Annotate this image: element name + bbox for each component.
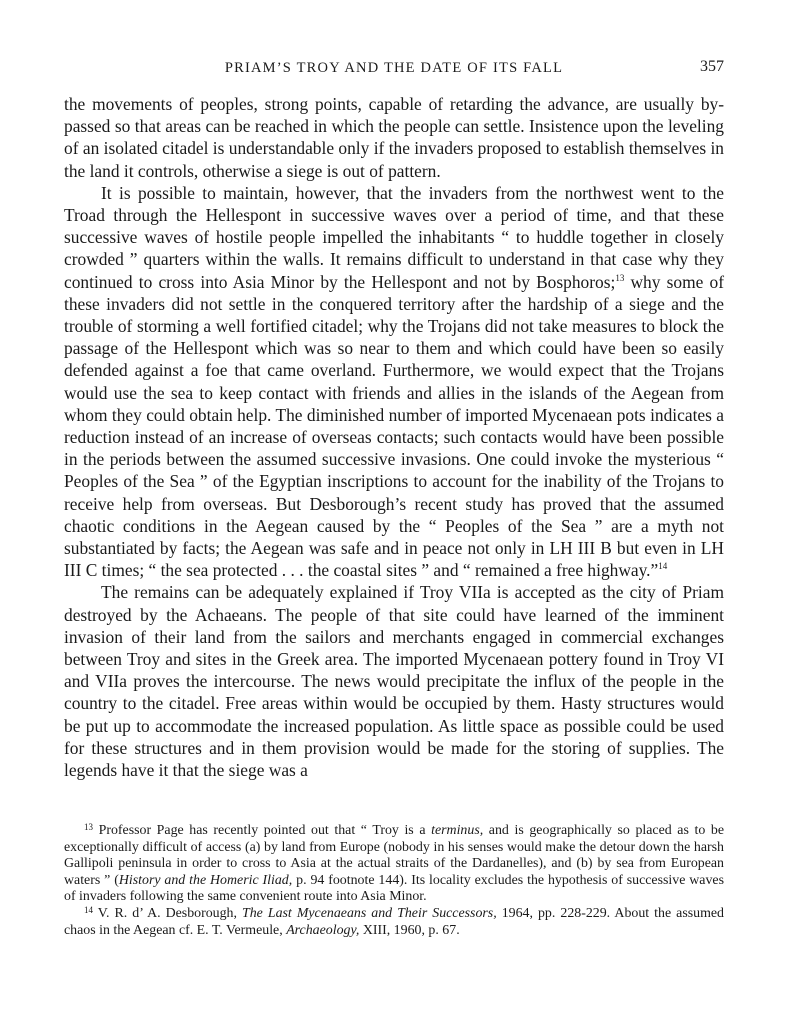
page-number: 357 [700,58,724,75]
italic-text: Archaeology, [286,922,360,938]
italic-text: terminus, [431,823,484,838]
text-run: 1964, pp. 228-229. About the assumed chaos in the Aegean cf. E. T. Vermeule, [64,905,724,938]
footnotes [64,823,724,939]
italic-text: History and the Homeric Iliad, [118,872,293,888]
text-run: The remains can be adequately explained if Troy VIIa is accepted as the city of Priam destroyed by the Achaeans. The people of that site could have learned of the imminent invasion of their land from the sailors and merchants engaged in commercial exchanges between Troy and sites in the Greek area. The imported Mycenaean pottery found in Troy VI and VIIa proves the intercourse. The news would precipitate the influx of the people in the country to the citadel. Free areas within would be occupied by them. Hasty structures would be put up to accommodate the increased population. As little space as possible could be used for these structures and in them provision would be made for the storing of supplies. The legends have it that the siege was a [64,582,724,781]
text-run: why some of these invaders did not settle in the conquered territory after the hardship of a siege and the trouble of storming a well fortified citadel; why the Trojans did not take measures to block the passage of the Hellespont which was so near to them and which could have been so easily defended against a foe that came overland. Furthermore, we would expect that the Trojans would use the sea to keep contact with friends and allies in the islands of the Aegean from whom they could obtain help. The diminished number of imported Mycenaean pots indicates a reduction instead of an increase of overseas contacts; such contacts would have been possible in the periods between the assumed successive invasions. One could invoke the mysterious “ Peoples of the Sea ” of the Egyptian inscriptions to account for the inability of the Trojans to receive help from overseas. But Desborough’s recent study has proved that the assumed chaotic conditions in the Aegean caused by the “ Peoples of the Sea ” are a myth not substantiated by facts; the Aegean was safe and in peace not only in LH III B but even in LH III C times; “ the sea protected . . . the coastal sites ” and “ remained a free highway.” [64,271,724,581]
text-run: and is geographically so placed as to be exceptionally difficult of access (a) by land from Europe (nobody in his senses would make the detour down the harsh Gallipoli peninsula in order to cross to Asia at the actual straits of the Dardanelles), and (b) by sea from European waters ” ( [64,823,724,888]
text-run: XIII, 1960, p. 67. [359,922,460,938]
text-run: V. R. d’ A. Desborough, [93,905,242,921]
text-run: It is possible to maintain, however, that the invaders from the northwest went to the Troad through the Hellespont in successive waves over a period of time, and that these successive waves of hostile people impelled the inhabitants “ to huddle together in closely crowded ” quarters within the walls. It remains difficult to understand in that case why they continued to cross into Asia Minor by the Hellespont and not by Bosphoros; [64,182,724,292]
footnote-number: 14 [84,904,93,915]
running-title: PRIAM’S TROY AND THE DATE OF ITS FALL [224,60,564,76]
paragraph [64,93,724,182]
footnote [64,906,724,939]
running-header [64,58,724,80]
paragraph [64,182,724,582]
text-run: p. 94 footnote 144). Its locality excludes the hypothesis of successive waves of invaders following the same convenient route into Asia Minor. [64,872,724,905]
footnote-reference: 13 [615,272,625,283]
footnote [64,823,724,906]
paragraph [64,581,724,781]
text-run: the movements of peoples, strong points, capable of retarding the advance, are usually by-passed so that areas can be reached in which the people can settle. Insistence upon the leveling of an isolated citadel is understandable only if the invaders proposed to establish themselves in the land it controls, otherwise a siege is out of pattern. [64,94,724,181]
footnote-reference: 14 [658,561,668,572]
text-run: Professor Page has recently pointed out that “ Troy is a [93,823,432,838]
body-text [64,93,724,781]
italic-text: The Last Mycenaeans and Their Successors, [242,905,497,921]
footnote-number: 13 [84,822,93,832]
